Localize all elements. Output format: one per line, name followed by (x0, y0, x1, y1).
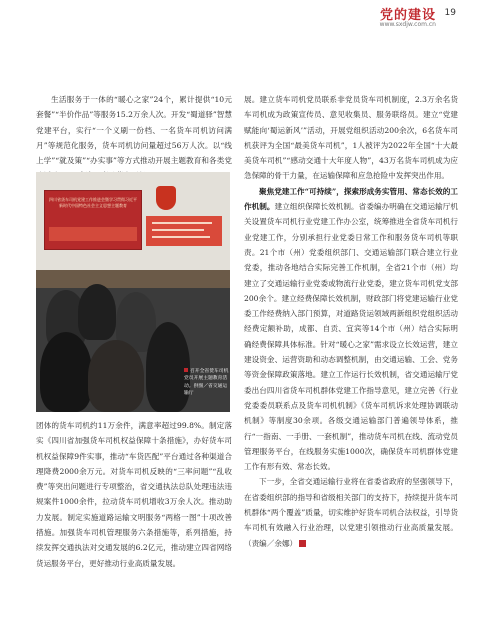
right-column (244, 92, 458, 551)
attendee (146, 322, 190, 412)
banner-stripe (49, 227, 137, 241)
attendee (40, 332, 92, 412)
closing-paragraph (244, 474, 458, 550)
photo-banner (44, 190, 142, 250)
meeting-table (36, 270, 230, 288)
paragraph: 展。建立货车司机党员联系非党员货车司机制度，2.3万余名货车司机成为政策宣传员、意见收集员、服务联络员。建立“党建赋能向‘蜀运新风’”活动，开展党组织活动200余次，6名货车司机获评为全国“最美货车司机”，1人被评为2022年全国“十大最美货车司机”“感动交通十大年度人物”，43万名货车司机成为应急保障的骨干力量，在运输保障和应急抢险中发挥突出作用。 (244, 95, 458, 181)
slogan-board (146, 216, 222, 246)
page-number: 19 (444, 8, 456, 18)
paragraph-text: 建立组织保障长效机制。省委编办明确在交通运输厅机关设置货车司机行业党建工作办公室，统筹推进全省货车司机行业党建工作，分别承担行业党委日常工作和服务货车司机等职责。21个市（州）党委组织部门、交通运输部门联合建立行业党委，推动各地结合实际完善工作机制，全省21个市（州）均建立了交通运输行业党委或物流行业党委，建立货车司机党支部200余个。建立经费保障长效机制，财政部门将党建运输行业党委工作经费纳入部门预算，对道路货运领域两新组织党组织活动经费定额补助，成都、自贡、宜宾等14个市（州）结合实际明确经费保障具体标准。针对“暖心之家”需求设立长效运营，建立建设资金、运营资助和动态调整机制，由交通运输、工会、党务等资金保障政策落地。建立工作运行长效机制，省交通运输厅党委出台四川省货车司机群体党建工作指导意见，建立完善《行业党委委员联系点及货车司机机制》《货车司机诉求处理协调联动机制》等制度30余项。各级交通运输部门普遍领导体系，推行“一指南、一手册、一套机制”，推动货车司机在线、流动党员管理服务平台，在线服务实施1000次，确保货车司机群体党建工作有形有效、常态长效。 (244, 202, 459, 472)
banner-text: 四川省货车司机党建工作推进会暨学习贯彻习近平新时代中国特色社会主义思想主题教育 (49, 197, 137, 208)
attendee (88, 340, 144, 412)
left-column-top (36, 92, 232, 184)
caption-text: 召开全省货车司机党员开展主题教育活动。供图／省交通运输厅 (184, 369, 229, 397)
meeting-photo (36, 172, 230, 412)
photo-caption (184, 368, 230, 398)
attendee (78, 284, 116, 340)
paragraph: 生活服务于一体的“暖心之家”24个，累计提供“10元套餐”“半价作品”等服务15.2万余人次。开发“蜀道驿”智慧党建平台，实行“一个义刷一份档、一名货车司机访问满月”等规范化服务，货车司机访问量超过56万人次。以“线上学”“就及策”“办实事”等方式推动开展主题教育和各类党 (36, 95, 232, 166)
section-paragraph (244, 184, 458, 475)
page-header (0, 0, 484, 48)
magazine-logo: 党的建设 (379, 8, 436, 23)
party-emblem-icon (156, 186, 176, 210)
section-heading: 聚焦党建工作“可持续”，探索形成务实管用、常态长效的工作机制。 (244, 186, 458, 212)
caption-marker-icon (184, 368, 188, 372)
article-end-icon (299, 540, 306, 547)
paragraph: 团体的货车司机约11万余件，满意率超过99.8%。制定落实《四川省加强货车司机权益保障十条措施》，办好货车司机权益保障9件实事，推动“车货匹配”平台通过各种渠道合理降费2000余万元。对货车司机反映的“三率问题”“乱收费”等突出问题进行专项整治，省交通执法总队处理违法违规案件1000余件，拉动货车司机增收3万余人次。推动助力发展。制定实施道路运输文明服务“两格一图”十项改善措施。加强货车司机管理服务六条措施等，系列措施，持续发挥交通执法对交通发展的6.2亿元，推动建立四省网络货运服务平台，更好推动行业高质量发展。 (36, 421, 232, 568)
magazine-url[interactable]: www.sxdjw.com.cn (379, 21, 436, 28)
paragraph-text: 下一步，全省交通运输行业将在省委省政府的坚强领导下，在省委组织部的指导和省级相关部门的支持下，持续提升货车司机群体“两个覆盖”质量，切实维护好货车司机合法权益，引导货车司机有效融入行业治理，以党建引领推动行业高质量发展。（责编／余娜） (244, 477, 458, 548)
left-column-bottom (36, 418, 232, 571)
